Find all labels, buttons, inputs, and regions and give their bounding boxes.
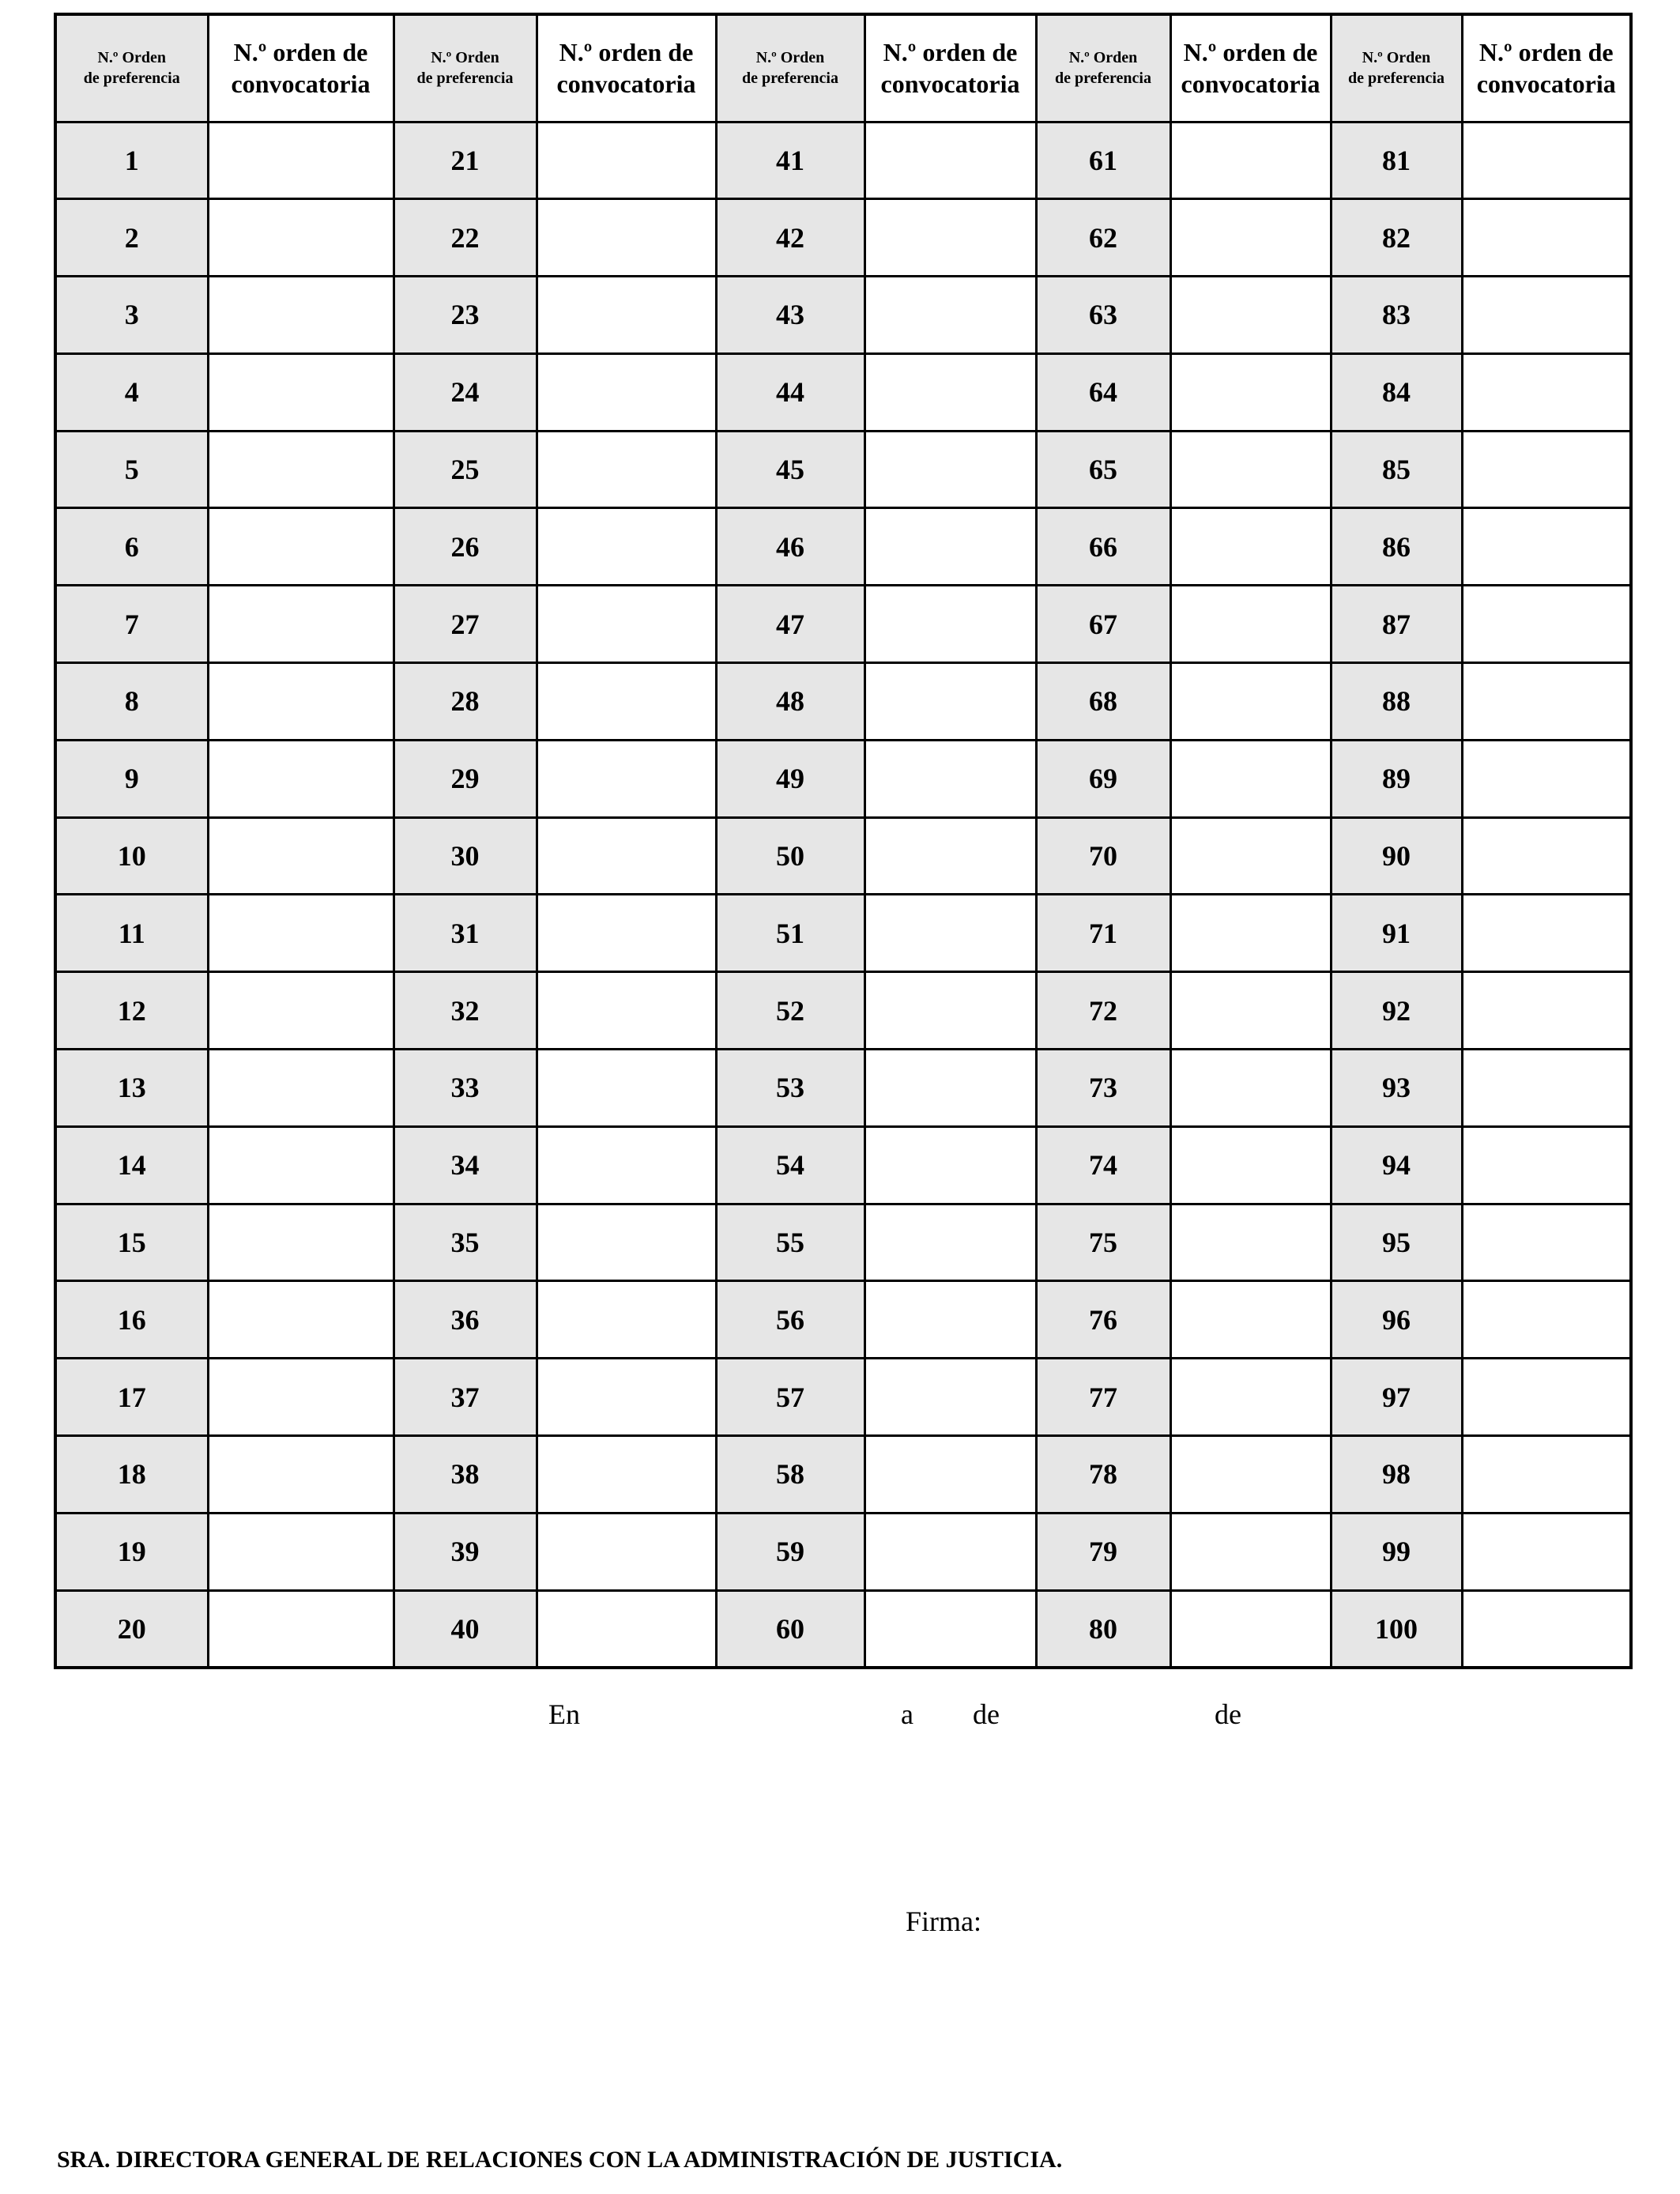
date-de-label-2: de: [1215, 1698, 1241, 1730]
convocatoria-number-field[interactable]: [864, 586, 1036, 663]
convocatoria-number-field[interactable]: [1462, 199, 1631, 277]
preference-number-cell: 52: [716, 972, 864, 1050]
convocatoria-number-field[interactable]: [208, 1590, 394, 1668]
convocatoria-number-field[interactable]: [537, 431, 716, 508]
preference-number-cell: 48: [716, 663, 864, 741]
convocatoria-number-field[interactable]: [1462, 1590, 1631, 1668]
convocatoria-number-field[interactable]: [1170, 353, 1331, 431]
preference-number-cell: 37: [394, 1359, 537, 1436]
preference-number-cell: 83: [1331, 277, 1462, 354]
preference-number-cell: 69: [1036, 740, 1170, 817]
convocatoria-number-field[interactable]: [1170, 1050, 1331, 1127]
pref-header-line1: N.º Orden: [431, 49, 499, 67]
header-row: [55, 14, 1631, 122]
preference-number-cell: 57: [716, 1359, 864, 1436]
preference-number-cell: 6: [55, 508, 208, 586]
pref-header-line1: N.º Orden: [1068, 49, 1138, 67]
table-row: [55, 740, 1631, 817]
table-row: [55, 1126, 1631, 1204]
preference-number-cell: 66: [1036, 508, 1170, 586]
preference-number-cell: 2: [55, 199, 208, 277]
convocatoria-number-field[interactable]: [1170, 972, 1331, 1050]
table-row: [55, 122, 1631, 199]
convocatoria-number-field[interactable]: [537, 895, 716, 972]
convocatoria-number-field[interactable]: [208, 353, 394, 431]
convocatoria-number-field[interactable]: [1170, 1359, 1331, 1436]
convocatoria-number-field[interactable]: [537, 508, 716, 586]
table-row: [55, 1359, 1631, 1436]
preference-number-cell: 14: [55, 1126, 208, 1204]
table-row: [55, 353, 1631, 431]
conv-header-line1: N.º orden de: [233, 38, 368, 67]
preference-number-cell: 78: [1036, 1436, 1170, 1514]
preference-number-cell: 89: [1331, 740, 1462, 817]
conv-header-line2: convocatoria: [556, 70, 696, 99]
convocatoria-number-field[interactable]: [208, 817, 394, 895]
convocatoria-number-field[interactable]: [1462, 1359, 1631, 1436]
preference-number-cell: 32: [394, 972, 537, 1050]
conv-header-line2: convocatoria: [1476, 70, 1616, 99]
convocatoria-number-field[interactable]: [1462, 586, 1631, 663]
table-body: [55, 122, 1631, 1668]
preference-number-cell: 51: [716, 895, 864, 972]
table-row: [55, 277, 1631, 354]
table-row: [55, 586, 1631, 663]
pref-header-3: [716, 14, 864, 122]
convocatoria-number-field[interactable]: [1170, 431, 1331, 508]
convocatoria-number-field[interactable]: [864, 1281, 1036, 1359]
preference-number-cell: 42: [716, 199, 864, 277]
preference-number-cell: 16: [55, 1281, 208, 1359]
preference-order-table: [54, 13, 1633, 1669]
convocatoria-number-field[interactable]: [1462, 431, 1631, 508]
convocatoria-number-field[interactable]: [1462, 1513, 1631, 1590]
pref-header-line2: de preferencia: [741, 70, 838, 88]
preference-number-cell: 34: [394, 1126, 537, 1204]
convocatoria-number-field[interactable]: [537, 663, 716, 741]
signature-label: Firma:: [906, 1906, 981, 1937]
convocatoria-number-field[interactable]: [537, 1359, 716, 1436]
convocatoria-number-field[interactable]: [1462, 1436, 1631, 1514]
convocatoria-number-field[interactable]: [537, 817, 716, 895]
preference-number-cell: 27: [394, 586, 537, 663]
conv-header-line2: convocatoria: [1181, 70, 1320, 99]
table-row: [55, 817, 1631, 895]
preference-number-cell: 44: [716, 353, 864, 431]
preference-number-cell: 26: [394, 508, 537, 586]
preference-number-cell: 88: [1331, 663, 1462, 741]
preference-number-cell: 56: [716, 1281, 864, 1359]
table-row: [55, 1436, 1631, 1514]
convocatoria-number-field[interactable]: [1462, 1126, 1631, 1204]
preference-number-cell: 64: [1036, 353, 1170, 431]
convocatoria-number-field[interactable]: [208, 431, 394, 508]
convocatoria-number-field[interactable]: [1170, 586, 1331, 663]
preference-number-cell: 7: [55, 586, 208, 663]
convocatoria-number-field[interactable]: [864, 431, 1036, 508]
convocatoria-number-field[interactable]: [1462, 1050, 1631, 1127]
convocatoria-number-field[interactable]: [1462, 277, 1631, 354]
preference-number-cell: 38: [394, 1436, 537, 1514]
preference-number-cell: 80: [1036, 1590, 1170, 1668]
convocatoria-number-field[interactable]: [208, 508, 394, 586]
preference-number-cell: 58: [716, 1436, 864, 1514]
convocatoria-number-field[interactable]: [208, 1126, 394, 1204]
convocatoria-number-field[interactable]: [864, 817, 1036, 895]
preference-number-cell: 33: [394, 1050, 537, 1127]
pref-header-line1: N.º Orden: [97, 49, 167, 67]
preference-number-cell: 47: [716, 586, 864, 663]
convocatoria-number-field[interactable]: [537, 122, 716, 199]
convocatoria-number-field[interactable]: [864, 1436, 1036, 1514]
preference-number-cell: 29: [394, 740, 537, 817]
convocatoria-number-field[interactable]: [864, 972, 1036, 1050]
preference-number-cell: 67: [1036, 586, 1170, 663]
convocatoria-number-field[interactable]: [1170, 1281, 1331, 1359]
pref-header-line2: de preferencia: [1054, 70, 1151, 88]
preference-number-cell: 10: [55, 817, 208, 895]
preference-number-cell: 90: [1331, 817, 1462, 895]
addressee-line: SRA. DIRECTORA GENERAL DE RELACIONES CON LA ADMINISTRACIÓN DE JUSTICIA.: [57, 2147, 1063, 2173]
conv-header-line1: N.º orden de: [1183, 38, 1318, 67]
conv-header-line2: convocatoria: [880, 70, 1020, 99]
preference-number-cell: 22: [394, 199, 537, 277]
convocatoria-number-field[interactable]: [537, 1204, 716, 1281]
preference-number-cell: 17: [55, 1359, 208, 1436]
preference-number-cell: 21: [394, 122, 537, 199]
convocatoria-number-field[interactable]: [537, 1513, 716, 1590]
pref-header-line1: N.º Orden: [1362, 49, 1431, 67]
preference-number-cell: 50: [716, 817, 864, 895]
preference-number-cell: 74: [1036, 1126, 1170, 1204]
preference-number-cell: 40: [394, 1590, 537, 1668]
convocatoria-number-field[interactable]: [1462, 508, 1631, 586]
convocatoria-number-field[interactable]: [1462, 1204, 1631, 1281]
convocatoria-number-field[interactable]: [864, 1359, 1036, 1436]
preference-number-cell: 60: [716, 1590, 864, 1668]
convocatoria-number-field[interactable]: [1462, 1281, 1631, 1359]
preference-number-cell: 41: [716, 122, 864, 199]
convocatoria-number-field[interactable]: [864, 1126, 1036, 1204]
pref-header-1: [55, 14, 208, 122]
convocatoria-number-field[interactable]: [864, 277, 1036, 354]
date-de-label-1: de: [973, 1698, 1000, 1730]
preference-number-cell: 96: [1331, 1281, 1462, 1359]
convocatoria-number-field[interactable]: [537, 353, 716, 431]
preference-number-cell: 45: [716, 431, 864, 508]
preference-number-cell: 87: [1331, 586, 1462, 663]
convocatoria-number-field[interactable]: [864, 1050, 1036, 1127]
preference-number-cell: 92: [1331, 972, 1462, 1050]
preference-number-cell: 95: [1331, 1204, 1462, 1281]
convocatoria-number-field[interactable]: [208, 740, 394, 817]
convocatoria-number-field[interactable]: [1170, 277, 1331, 354]
convocatoria-number-field[interactable]: [537, 277, 716, 354]
convocatoria-number-field[interactable]: [537, 740, 716, 817]
convocatoria-number-field[interactable]: [1170, 1436, 1331, 1514]
convocatoria-number-field[interactable]: [864, 1590, 1036, 1668]
convocatoria-number-field[interactable]: [864, 663, 1036, 741]
convocatoria-number-field[interactable]: [1170, 1590, 1331, 1668]
convocatoria-number-field[interactable]: [537, 1050, 716, 1127]
convocatoria-number-field[interactable]: [864, 122, 1036, 199]
conv-header-line1: N.º orden de: [559, 38, 694, 67]
convocatoria-number-field[interactable]: [208, 1513, 394, 1590]
preference-number-cell: 71: [1036, 895, 1170, 972]
convocatoria-number-field[interactable]: [537, 586, 716, 663]
convocatoria-number-field[interactable]: [1170, 122, 1331, 199]
convocatoria-number-field[interactable]: [1170, 740, 1331, 817]
preference-number-cell: 72: [1036, 972, 1170, 1050]
preference-number-cell: 5: [55, 431, 208, 508]
pref-header-5: [1331, 14, 1462, 122]
preference-number-cell: 20: [55, 1590, 208, 1668]
preference-number-cell: 15: [55, 1204, 208, 1281]
preference-number-cell: 1: [55, 122, 208, 199]
preference-number-cell: 55: [716, 1204, 864, 1281]
convocatoria-number-field[interactable]: [208, 1050, 394, 1127]
preference-number-cell: 3: [55, 277, 208, 354]
preference-number-cell: 79: [1036, 1513, 1170, 1590]
preference-number-cell: 97: [1331, 1359, 1462, 1436]
table-row: [55, 1204, 1631, 1281]
preference-number-cell: 99: [1331, 1513, 1462, 1590]
preference-number-cell: 53: [716, 1050, 864, 1127]
preference-number-cell: 73: [1036, 1050, 1170, 1127]
pref-header-2: [394, 14, 537, 122]
preference-number-cell: 23: [394, 277, 537, 354]
convocatoria-number-field[interactable]: [1170, 895, 1331, 972]
preference-number-cell: 11: [55, 895, 208, 972]
preference-number-cell: 30: [394, 817, 537, 895]
preference-number-cell: 70: [1036, 817, 1170, 895]
conv-header-4: [1170, 14, 1331, 122]
convocatoria-number-field[interactable]: [537, 1590, 716, 1668]
convocatoria-number-field[interactable]: [208, 122, 394, 199]
table-row: [55, 1590, 1631, 1668]
convocatoria-number-field[interactable]: [864, 1513, 1036, 1590]
preference-number-cell: 84: [1331, 353, 1462, 431]
convocatoria-number-field[interactable]: [208, 1436, 394, 1514]
convocatoria-number-field[interactable]: [1170, 817, 1331, 895]
convocatoria-number-field[interactable]: [208, 277, 394, 354]
convocatoria-number-field[interactable]: [864, 353, 1036, 431]
preference-number-cell: 65: [1036, 431, 1170, 508]
conv-header-2: [537, 14, 716, 122]
convocatoria-number-field[interactable]: [208, 1359, 394, 1436]
preference-number-cell: 81: [1331, 122, 1462, 199]
conv-header-3: [864, 14, 1036, 122]
convocatoria-number-field[interactable]: [1462, 740, 1631, 817]
date-en-label: En: [548, 1698, 580, 1730]
convocatoria-number-field[interactable]: [1170, 1204, 1331, 1281]
convocatoria-number-field[interactable]: [537, 972, 716, 1050]
convocatoria-number-field[interactable]: [1170, 1126, 1331, 1204]
pref-header-line2: de preferencia: [83, 70, 180, 88]
table-row: [55, 972, 1631, 1050]
convocatoria-number-field[interactable]: [1170, 1513, 1331, 1590]
pref-header-line2: de preferencia: [1347, 70, 1445, 88]
convocatoria-number-field[interactable]: [208, 1281, 394, 1359]
preference-number-cell: 9: [55, 740, 208, 817]
preference-number-cell: 46: [716, 508, 864, 586]
conv-header-1: [208, 14, 394, 122]
preference-number-cell: 19: [55, 1513, 208, 1590]
convocatoria-number-field[interactable]: [1462, 895, 1631, 972]
convocatoria-number-field[interactable]: [1462, 817, 1631, 895]
preference-number-cell: 59: [716, 1513, 864, 1590]
preference-number-cell: 63: [1036, 277, 1170, 354]
date-a-label: a: [901, 1698, 913, 1730]
preference-number-cell: 86: [1331, 508, 1462, 586]
table-row: [55, 1050, 1631, 1127]
preference-number-cell: 62: [1036, 199, 1170, 277]
preference-number-cell: 43: [716, 277, 864, 354]
preference-number-cell: 35: [394, 1204, 537, 1281]
convocatoria-number-field[interactable]: [208, 586, 394, 663]
convocatoria-number-field[interactable]: [1462, 353, 1631, 431]
preference-number-cell: 77: [1036, 1359, 1170, 1436]
convocatoria-number-field[interactable]: [864, 740, 1036, 817]
table-row: [55, 663, 1631, 741]
preference-number-cell: 36: [394, 1281, 537, 1359]
convocatoria-number-field[interactable]: [208, 199, 394, 277]
preference-number-cell: 85: [1331, 431, 1462, 508]
preference-number-cell: 94: [1331, 1126, 1462, 1204]
convocatoria-number-field[interactable]: [1462, 663, 1631, 741]
conv-header-line2: convocatoria: [231, 70, 371, 99]
convocatoria-number-field[interactable]: [537, 199, 716, 277]
convocatoria-number-field[interactable]: [1170, 199, 1331, 277]
table-row: [55, 508, 1631, 586]
preference-number-cell: 13: [55, 1050, 208, 1127]
conv-header-line1: N.º orden de: [1478, 38, 1614, 67]
convocatoria-number-field[interactable]: [208, 663, 394, 741]
convocatoria-number-field[interactable]: [864, 1204, 1036, 1281]
preference-number-cell: 28: [394, 663, 537, 741]
table-row: [55, 431, 1631, 508]
preference-number-cell: 8: [55, 663, 208, 741]
preference-number-cell: 49: [716, 740, 864, 817]
convocatoria-number-field[interactable]: [864, 895, 1036, 972]
pref-header-line1: N.º Orden: [755, 49, 825, 67]
table-header: [55, 14, 1631, 122]
convocatoria-number-field[interactable]: [537, 1281, 716, 1359]
preference-number-cell: 18: [55, 1436, 208, 1514]
table-row: [55, 1281, 1631, 1359]
convocatoria-number-field[interactable]: [537, 1126, 716, 1204]
convocatoria-number-field[interactable]: [1462, 972, 1631, 1050]
convocatoria-number-field[interactable]: [1170, 663, 1331, 741]
convocatoria-number-field[interactable]: [1170, 508, 1331, 586]
preference-number-cell: 75: [1036, 1204, 1170, 1281]
conv-header-5: [1462, 14, 1631, 122]
preference-number-cell: 93: [1331, 1050, 1462, 1127]
preference-number-cell: 91: [1331, 895, 1462, 972]
preference-number-cell: 24: [394, 353, 537, 431]
preference-number-cell: 25: [394, 431, 537, 508]
pref-header-4: [1036, 14, 1170, 122]
convocatoria-number-field[interactable]: [1462, 122, 1631, 199]
convocatoria-number-field[interactable]: [864, 508, 1036, 586]
preference-number-cell: 76: [1036, 1281, 1170, 1359]
table-row: [55, 895, 1631, 972]
preference-number-cell: 82: [1331, 199, 1462, 277]
preference-number-cell: 54: [716, 1126, 864, 1204]
convocatoria-number-field[interactable]: [537, 1436, 716, 1514]
table-row: [55, 199, 1631, 277]
preference-number-cell: 31: [394, 895, 537, 972]
preference-number-cell: 61: [1036, 122, 1170, 199]
convocatoria-number-field[interactable]: [864, 199, 1036, 277]
pref-header-line2: de preferencia: [416, 70, 514, 88]
conv-header-line1: N.º orden de: [883, 38, 1018, 67]
preference-number-cell: 68: [1036, 663, 1170, 741]
preference-number-cell: 4: [55, 353, 208, 431]
convocatoria-number-field[interactable]: [208, 972, 394, 1050]
preference-number-cell: 98: [1331, 1436, 1462, 1514]
preference-number-cell: 12: [55, 972, 208, 1050]
table-row: [55, 1513, 1631, 1590]
preference-number-cell: 39: [394, 1513, 537, 1590]
preference-number-cell: 100: [1331, 1590, 1462, 1668]
convocatoria-number-field[interactable]: [208, 1204, 394, 1281]
convocatoria-number-field[interactable]: [208, 895, 394, 972]
